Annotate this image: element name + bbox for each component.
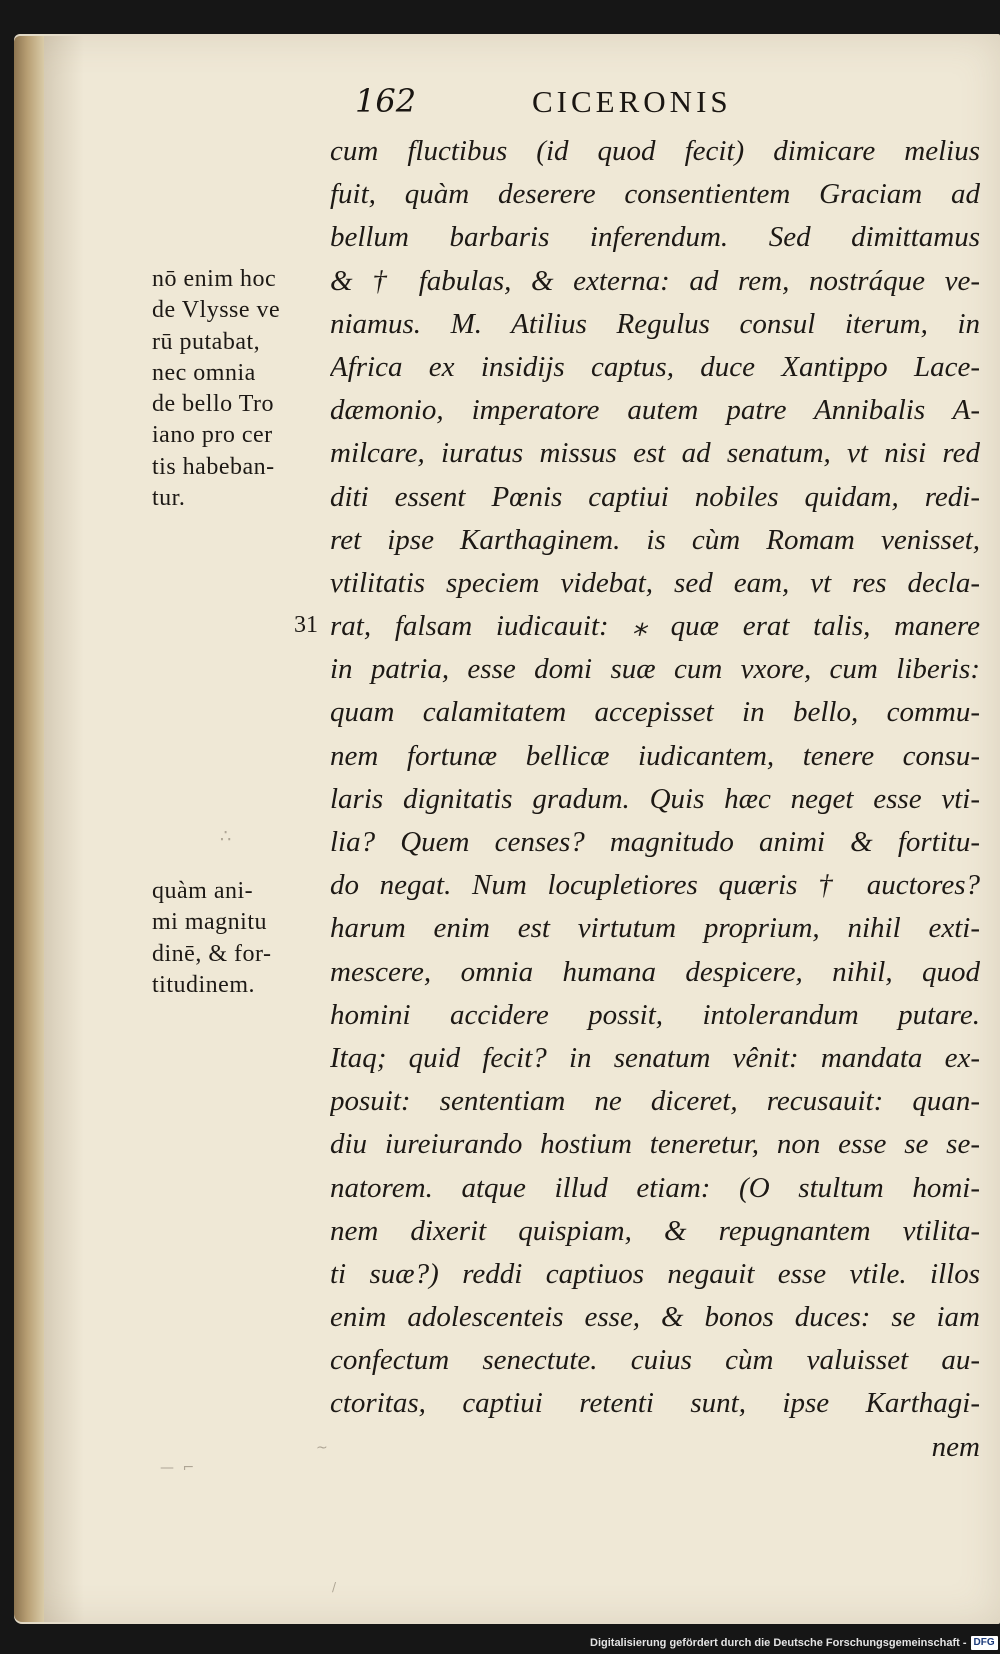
digitization-footer bbox=[590, 1634, 998, 1652]
text-line: quam calamitatem accepisset in bello, commu- bbox=[330, 696, 980, 729]
ink-smudge: ∴ bbox=[220, 826, 232, 847]
text-line: in patria, esse domi suæ cum vxore, cum liberis: bbox=[330, 653, 980, 686]
marginal-note-magnitudo bbox=[152, 876, 328, 1001]
text-line: nem fortunæ bellicæ iudicantem, tenere consu- bbox=[330, 739, 980, 772]
text-line: harum enim est virtutum proprium, nihil exti- bbox=[330, 912, 980, 945]
marginal-note-line: nec omnia bbox=[152, 359, 256, 386]
page-number: 162 bbox=[355, 82, 417, 120]
text-line: cum fluctibus (id quod fecit) dimicare melius bbox=[330, 135, 980, 167]
text-line: vtilitatis speciem videbat, sed eam, vt res decla- bbox=[330, 566, 980, 599]
text-line: ctoritas, captiui retenti sunt, ipse Karthagi- bbox=[330, 1387, 980, 1420]
catchword: nem bbox=[931, 1430, 980, 1463]
text-line: lia? Quem censes? magnitudo animi & fortitu- bbox=[330, 826, 980, 858]
text-line: & † fabulas, & externa: ad rem, nostráque ve- bbox=[330, 264, 980, 297]
text-line: enim adolescenteis esse, & bonos duces: se iam bbox=[330, 1301, 980, 1334]
text-line: diti essent Pœnis captiui nobiles quidam, redi- bbox=[330, 480, 980, 513]
text-line: fuit, quàm deserere consentientem Graciam ad bbox=[330, 178, 980, 211]
text-line: confectum senectute. cuius cùm valuisset au- bbox=[330, 1344, 980, 1377]
marginal-note-line: rū putabat, bbox=[152, 328, 261, 355]
marginal-note-line: tis habeban- bbox=[152, 453, 275, 480]
marginal-note-line: de Vlysse ve bbox=[152, 297, 281, 324]
text-line: ret ipse Karthaginem. is cùm Romam venisset, bbox=[330, 523, 980, 556]
ink-smudge: ~ bbox=[316, 1440, 328, 1456]
marginal-note-line: nō enim hoc bbox=[152, 266, 277, 292]
marginal-note-line: iano pro cer bbox=[152, 422, 273, 449]
footer-credit: Digitalisierung gefördert durch die Deutsche Forschungsgemeinschaft - bbox=[590, 1637, 967, 1649]
ink-smudge: / bbox=[332, 1580, 337, 1594]
dfg-logo: DFG bbox=[971, 1636, 998, 1650]
text-line: milcare, iuratus missus est ad senatum, vt nisi red bbox=[330, 437, 980, 470]
gutter-shadow bbox=[44, 36, 84, 1622]
text-line: dæmonio, imperatore autem patre Annibalis A- bbox=[330, 394, 980, 427]
marginal-note-line: de bello Tro bbox=[152, 391, 275, 418]
marginal-note-line: titudinem. bbox=[152, 971, 255, 998]
marginal-note-line: quàm ani- bbox=[152, 878, 254, 904]
text-line: nem dixerit quispiam, & repugnantem vtilita- bbox=[330, 1214, 980, 1247]
text-line: rat, falsam iudicauit: ⁎ quæ erat talis, manere bbox=[330, 610, 980, 643]
page-header bbox=[0, 82, 1000, 132]
text-line: niamus. M. Atilius Regulus consul iterum, in bbox=[330, 307, 980, 340]
text-line: posuit: sententiam ne diceret, recusauit: quan- bbox=[330, 1085, 980, 1118]
text-line: bellum barbaris inferendum. Sed dimittamus bbox=[330, 221, 980, 254]
text-line: do negat. Num locupletiores quæris † auctores? bbox=[330, 869, 980, 902]
text-line: Itaq; quid fecit? in senatum vênit: mandata ex- bbox=[330, 1041, 980, 1074]
marginal-note-line: tur. bbox=[152, 485, 186, 512]
text-line: natorem. atque illud etiam: (O stultum homi- bbox=[330, 1171, 980, 1204]
section-number: 31 bbox=[294, 612, 318, 638]
book-spine-edge bbox=[14, 36, 44, 1622]
text-line: homini accidere possit, intolerandum putare. bbox=[330, 998, 980, 1031]
text-line: diu iureiurando hostium teneretur, non esse se se- bbox=[330, 1128, 980, 1161]
text-line: laris dignitatis gradum. Quis hæc neget esse vti- bbox=[330, 782, 980, 815]
text-line: mescere, omnia humana despicere, nihil, quod bbox=[330, 955, 980, 988]
main-text-block bbox=[330, 130, 980, 1469]
text-line: ti suæ?) reddi captiuos negauit esse vtile. illos bbox=[330, 1257, 980, 1290]
running-head: CICERONIS bbox=[532, 84, 732, 119]
marginal-note-line: dinē, & for- bbox=[152, 940, 272, 967]
ink-smudge: — ⌐ bbox=[160, 1460, 197, 1476]
marginal-note-ulysses bbox=[152, 264, 328, 514]
text-line: Africa ex insidijs captus, duce Xantippo Lace- bbox=[330, 350, 980, 383]
marginal-note-line: mi magnitu bbox=[152, 909, 267, 936]
